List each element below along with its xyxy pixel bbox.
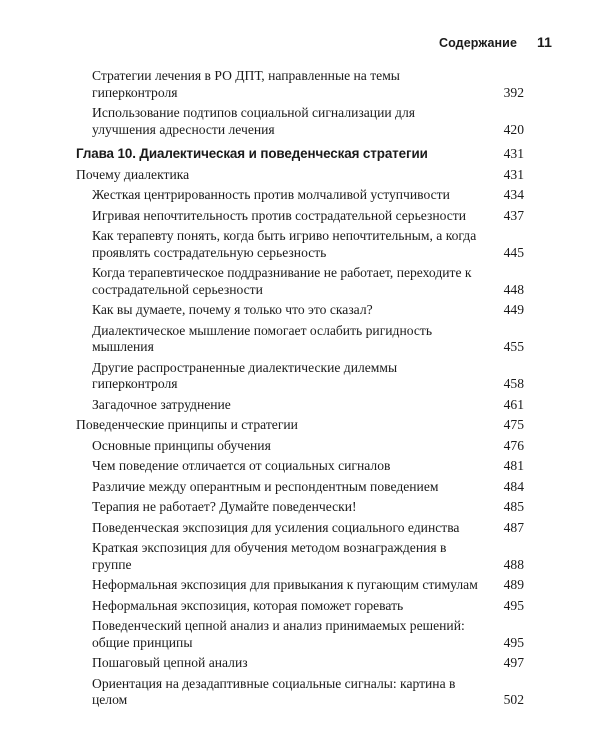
toc-entry-page-number: 448 — [503, 281, 524, 297]
toc-entry-title: Краткая экспозиция для обучения методом вознаграждения в группе — [92, 540, 447, 572]
toc-entry-title: Поведенческий цепной анализ и анализ принимаемых решений: общие принципы — [92, 618, 465, 650]
toc-entry-title: Поведенческие принципы и стратегии — [76, 417, 298, 432]
running-head-title: Содержание — [438, 36, 517, 50]
toc-entry-page-number: 461 — [503, 396, 524, 412]
toc-entry — [76, 618, 524, 651]
toc-entry-title: Игривая непочтительность против сострадательной серьезности — [92, 207, 467, 223]
toc-entry-title: Как терапевту понять, когда быть игриво непочтительным, а когда проявлять сострадательную серьезность — [92, 228, 477, 260]
toc-entry — [76, 598, 524, 615]
toc-entry — [76, 187, 524, 204]
toc-entry-page-number: 455 — [503, 339, 524, 354]
toc-entry-page-number: 497 — [503, 655, 524, 670]
toc-entry-title: Терапия не работает? Думайте поведенчески! — [92, 499, 357, 514]
toc-entry-page-number: 445 — [503, 244, 524, 260]
toc-entry — [76, 540, 524, 573]
toc-entry-page-number: 476 — [503, 437, 524, 453]
table-of-contents — [76, 68, 524, 713]
toc-entry-title: Основные принципы обучения — [92, 437, 271, 453]
toc-entry — [76, 520, 524, 537]
toc-entry-page-number: 449 — [503, 302, 524, 317]
toc-entry — [76, 438, 524, 455]
toc-entry-title: Пошаговый цепной анализ — [92, 655, 248, 670]
toc-entry-title: Когда терапевтическое поддразнивание не работает, переходите к сострадательной серьезности — [92, 265, 472, 297]
toc-entry-title: Как вы думаете, почему я только что это сказал? — [92, 302, 373, 317]
toc-entry — [76, 323, 524, 356]
toc-entry-page-number: 495 — [503, 597, 524, 613]
toc-entry-page-number: 484 — [503, 478, 524, 494]
toc-entry — [76, 397, 524, 414]
toc-entry-page-number: 434 — [503, 187, 524, 202]
toc-chapter-entry — [76, 146, 524, 163]
toc-entry-page-number: 485 — [503, 499, 524, 514]
running-head-page-number: 11 — [537, 34, 552, 50]
toc-entry-page-number: 502 — [503, 692, 524, 707]
toc-entry-page-number: 431 — [503, 146, 524, 161]
toc-entry-page-number: 495 — [503, 634, 524, 650]
toc-entry-page-number: 431 — [503, 166, 524, 182]
toc-entry-title: Почему диалектика — [76, 166, 190, 182]
toc-entry-page-number: 475 — [503, 417, 524, 432]
toc-entry-page-number: 481 — [503, 458, 524, 473]
toc-entry-title: Неформальная экспозиция для привыкания к пугающим стимулам — [92, 577, 478, 592]
toc-entry-title: Ориентация на дезадаптивные социальные сигналы: картина в целом — [92, 675, 456, 707]
toc-entry-page-number: 392 — [503, 84, 524, 100]
toc-entry-title: Неформальная экспозиция, которая поможет горевать — [92, 597, 404, 613]
toc-entry-page-number: 488 — [503, 556, 524, 572]
toc-entry — [76, 417, 524, 434]
toc-entry-page-number: 487 — [503, 519, 524, 535]
toc-entry — [76, 228, 524, 261]
toc-entry — [76, 360, 524, 393]
toc-entry-title: Чем поведение отличается от социальных сигналов — [92, 458, 391, 473]
toc-entry-title: Поведенческая экспозиция для усиления социального единства — [92, 519, 460, 535]
toc-entry-page-number: 437 — [503, 207, 524, 223]
toc-entry-title: Жесткая центрированность против молчаливой уступчивости — [92, 187, 450, 202]
toc-entry — [76, 208, 524, 225]
toc-entry — [76, 499, 524, 516]
toc-entry-page-number: 489 — [503, 577, 524, 592]
toc-entry — [76, 655, 524, 672]
toc-entry-title: Загадочное затруднение — [92, 396, 231, 412]
toc-entry — [76, 577, 524, 594]
toc-entry-page-number: 458 — [503, 376, 524, 391]
toc-entry-page-number: 420 — [503, 121, 524, 137]
toc-entry — [76, 265, 524, 298]
toc-entry-title: Стратегии лечения в РО ДПТ, направленные на темы гиперконтроля — [92, 68, 400, 100]
toc-entry-title: Различие между оперантным и респондентным поведением — [92, 478, 439, 494]
toc-entry-title: Глава 10. Диалектическая и поведенческая стратегии — [76, 146, 428, 161]
running-head — [439, 34, 552, 50]
toc-entry-title: Использование подтипов социальной сигнализации для улучшения адресности лечения — [92, 105, 415, 137]
toc-entry-title: Диалектическое мышление помогает ослабить ригидность мышления — [92, 322, 433, 354]
toc-entry — [76, 68, 524, 101]
toc-entry-title: Другие распространенные диалектические дилеммы гиперконтроля — [92, 359, 398, 391]
toc-entry — [76, 676, 524, 709]
toc-entry — [76, 458, 524, 475]
toc-entry — [76, 167, 524, 184]
toc-entry — [76, 479, 524, 496]
toc-entry — [76, 105, 524, 138]
toc-entry — [76, 302, 524, 319]
